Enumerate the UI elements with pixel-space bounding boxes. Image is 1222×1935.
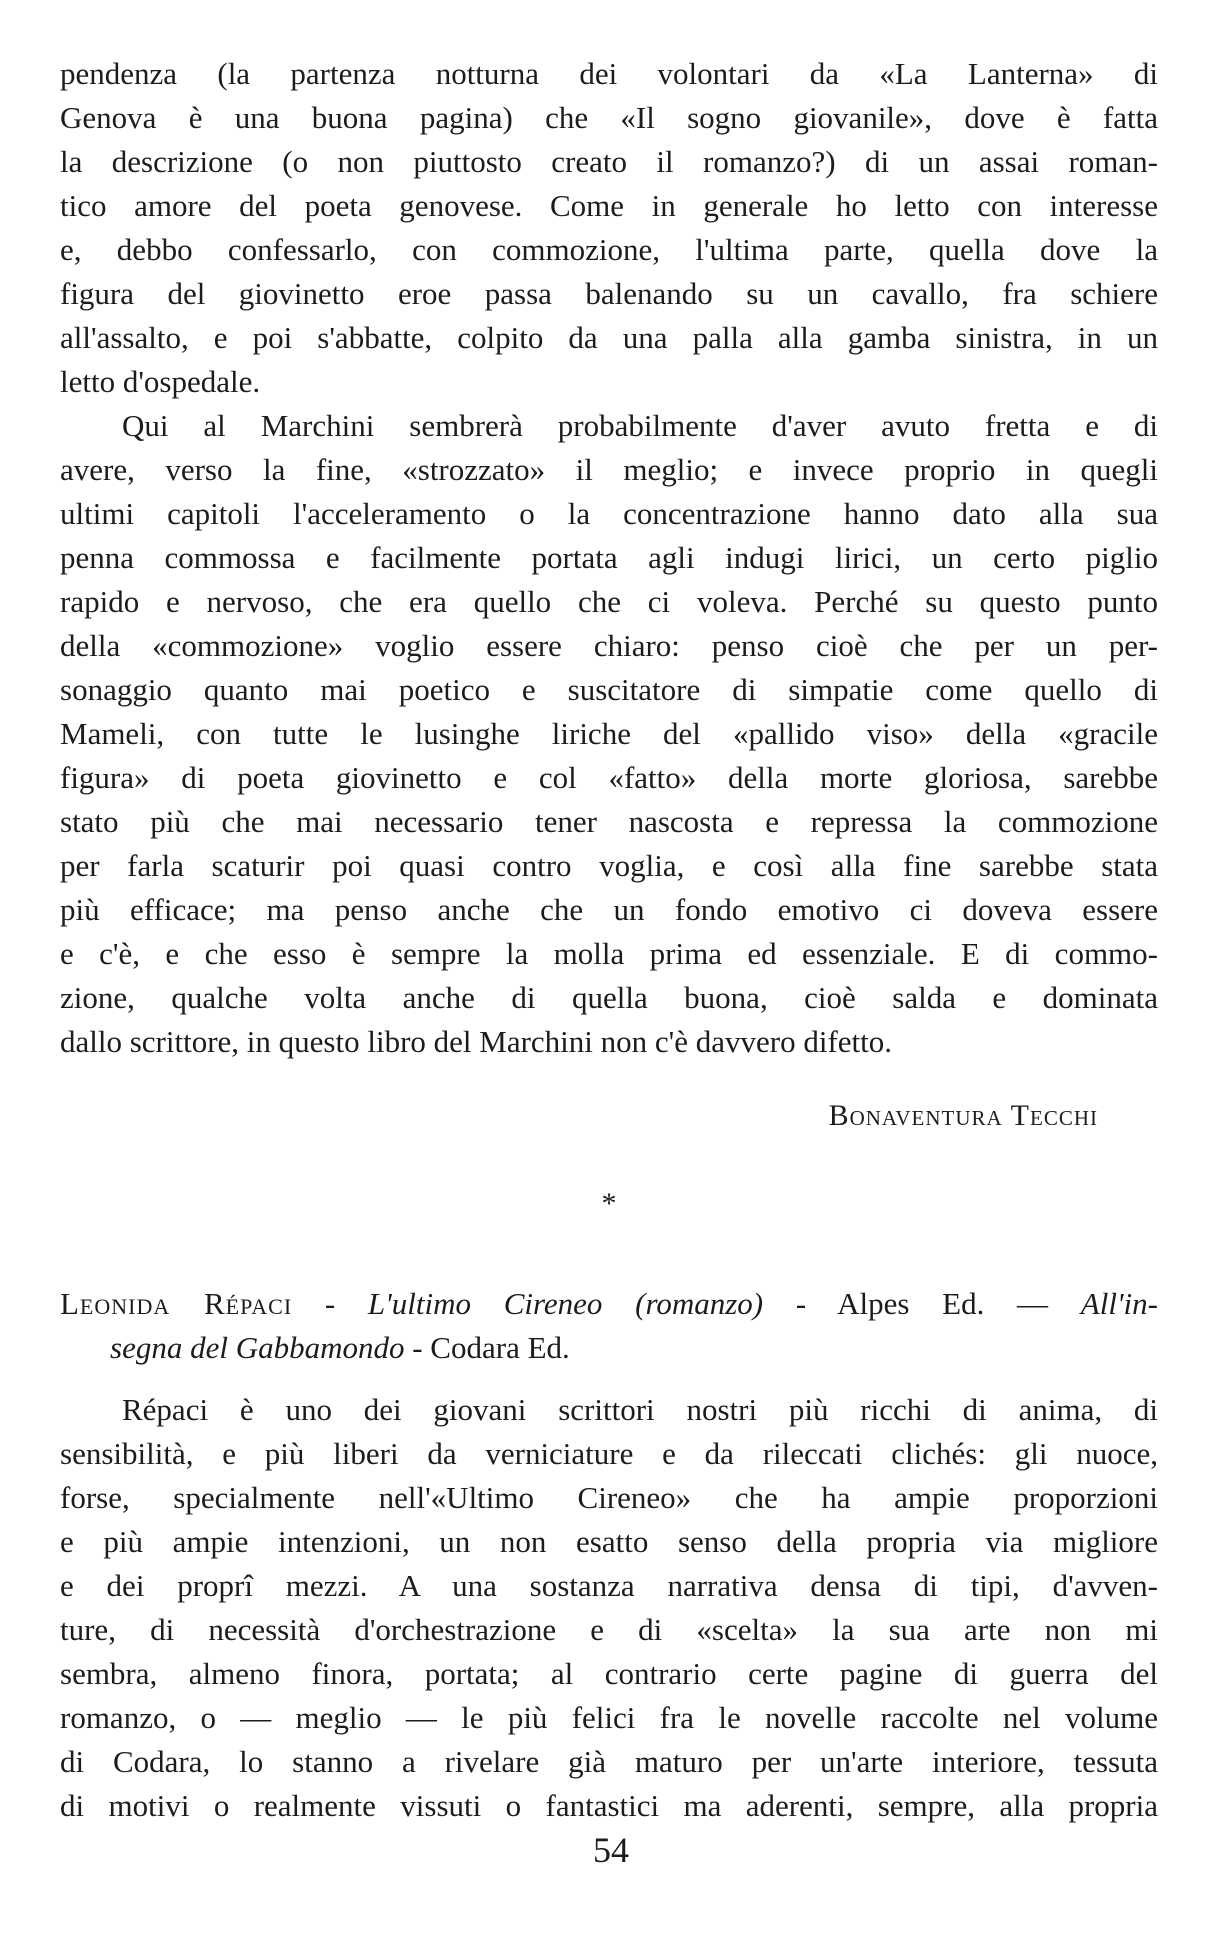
review-heading-line-1	[60, 1282, 1158, 1326]
text-line: figura del giovinetto eroe passa balenando su un cavallo, fra schiere	[60, 276, 1158, 311]
text-line: ultimi capitoli l'acceleramento o la concentrazione hanno dato alla sua	[60, 496, 1158, 531]
text-line: della «commozione» voglio essere chiaro: penso cioè che per un per-	[60, 628, 1158, 663]
text-line: più efficace; ma penso anche che un fondo emotivo ci doveva essere	[60, 892, 1158, 927]
text-line: di motivi o realmente vissuti o fantastici ma aderenti, sempre, alla propria	[60, 1788, 1158, 1823]
text-line: Qui al Marchini sembrerà probabilmente d'aver avuto fretta e di	[122, 408, 1158, 443]
text-line: sembra, almeno finora, portata; al contrario certe pagine di guerra del	[60, 1656, 1158, 1691]
text-line: sonaggio quanto mai poetico e suscitatore di simpatie come quello di	[60, 672, 1158, 707]
book-title-1: L'ultimo Cireneo (romanzo)	[367, 1286, 764, 1321]
text-line: zione, qualche volta anche di quella buona, cioè salda e dominata	[60, 980, 1158, 1015]
text-line: dallo scrittore, in questo libro del Marchini non c'è davvero difetto.	[60, 1024, 893, 1059]
section-separator: *	[601, 1187, 617, 1220]
paragraph-continuation	[60, 52, 1158, 404]
text-line: letto d'ospedale.	[60, 364, 261, 399]
text-line: di Codara, lo stanno a rivelare già maturo per un'arte interiore, tessuta	[60, 1744, 1158, 1779]
review-author: Leonida Répaci	[60, 1286, 293, 1321]
text-line: e dei proprî mezzi. A una sostanza narrativa densa di tipi, d'avven-	[60, 1568, 1158, 1603]
text-line: e più ampie intenzioni, un non esatto senso della propria via migliore	[60, 1524, 1158, 1559]
publisher-2: - Codara Ed.	[404, 1330, 570, 1365]
text-line: all'assalto, e poi s'abbatte, colpito da una palla alla gamba sinistra, in un	[60, 320, 1158, 355]
text-line: stato più che mai necessario tener nascosta e repressa la commozione	[60, 804, 1158, 839]
text-line: Répaci è uno dei giovani scrittori nostri più ricchi di anima, di	[122, 1392, 1158, 1427]
text-line: avere, verso la fine, «strozzato» il meglio; e invece proprio in quegli	[60, 452, 1158, 487]
text-line: penna commossa e facilmente portata agli indugi lirici, un certo piglio	[60, 540, 1158, 575]
text-line: tico amore del poeta genovese. Come in generale ho letto con interesse	[60, 188, 1158, 223]
review-heading	[60, 1282, 1158, 1370]
text-line: per farla scaturir poi quasi contro voglia, e così alla fine sarebbe stata	[60, 848, 1158, 883]
page-content	[60, 52, 1158, 1828]
text-line: la descrizione (o non piuttosto creato il romanzo?) di un assai roman-	[60, 144, 1158, 179]
publisher-1: - Alpes Ed. —	[763, 1286, 1081, 1321]
text-line: forse, specialmente nell'«Ultimo Cireneo» che ha ampie proporzioni	[60, 1480, 1158, 1515]
paragraph-repaci	[60, 1388, 1158, 1828]
paragraph-marchini	[60, 404, 1158, 1064]
heading-dash: -	[292, 1286, 368, 1321]
text-line: Mameli, con tutte le lusinghe liriche del «pallido viso» della «gracile	[60, 716, 1158, 751]
page-number: 54	[593, 1830, 629, 1870]
author-signature: Bonaventura Tecchi	[828, 1099, 1098, 1132]
text-line: figura» di poeta giovinetto e col «fatto» della morte gloriosa, sarebbe	[60, 760, 1158, 795]
text-line: Genova è una buona pagina) che «Il sogno giovanile», dove è fatta	[60, 100, 1158, 135]
text-line: e, debbo confessarlo, con commozione, l'ultima parte, quella dove la	[60, 232, 1158, 267]
book-title-2-part-2: segna del Gabbamondo	[110, 1330, 405, 1365]
book-title-2-part-1: All'in-	[1080, 1286, 1158, 1321]
text-line: sensibilità, e più liberi da verniciature e da rileccati clichés: gli nuoce,	[60, 1436, 1158, 1471]
text-line: rapido e nervoso, che era quello che ci voleva. Perché su questo punto	[60, 584, 1158, 619]
text-line: romanzo, o — meglio — le più felici fra le novelle raccolte nel volume	[60, 1700, 1158, 1735]
text-line: ture, di necessità d'orchestrazione e di «scelta» la sua arte non mi	[60, 1612, 1158, 1647]
text-line: pendenza (la partenza notturna dei volontari da «La Lanterna» di	[60, 56, 1158, 91]
text-line: e c'è, e che esso è sempre la molla prima ed essenziale. E di commo-	[60, 936, 1158, 971]
review-heading-line-2	[60, 1326, 1158, 1370]
